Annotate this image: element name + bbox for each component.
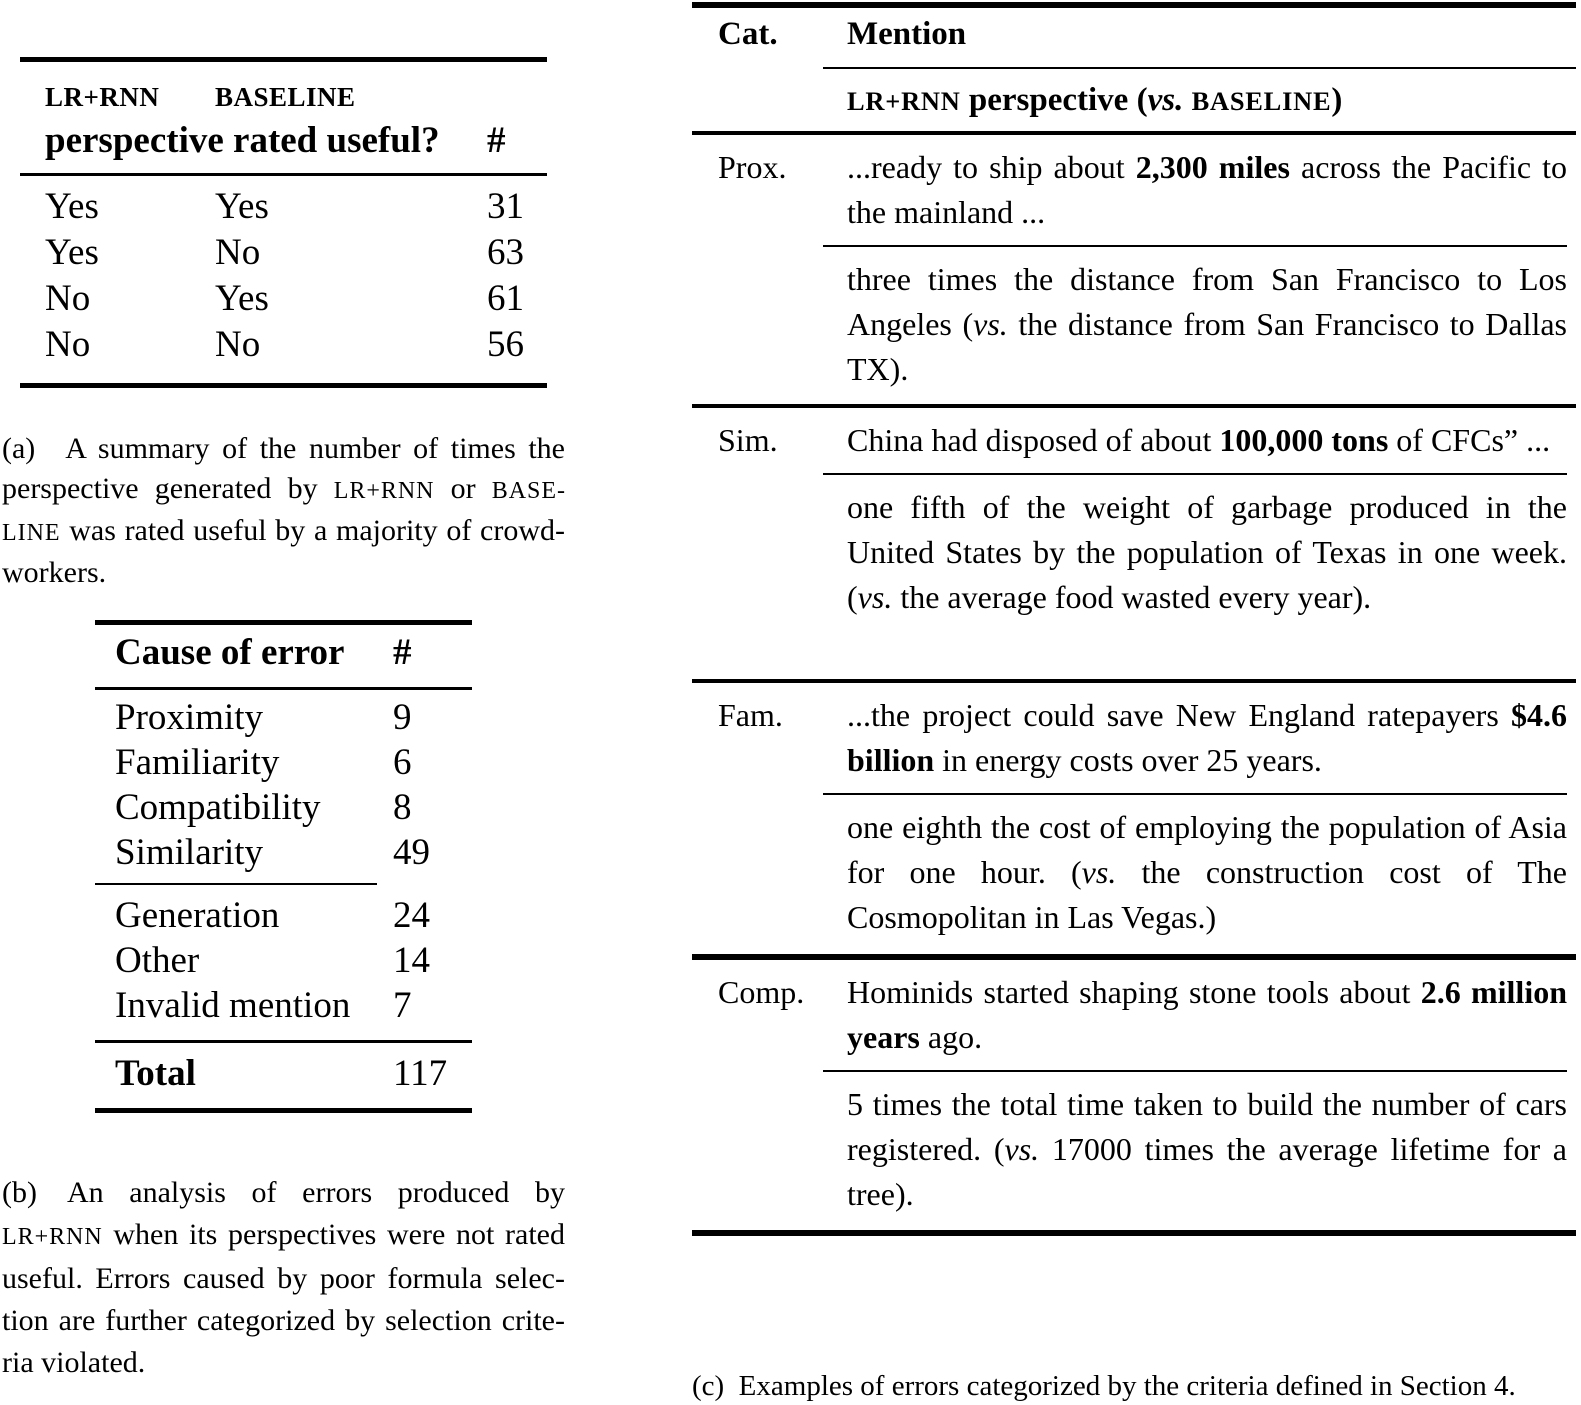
- error-cause: Proximity: [115, 697, 264, 738]
- perspective-subheader: LR+RNN perspective (vs. BASELINE): [847, 82, 1343, 118]
- category-label: Sim.: [718, 422, 778, 458]
- table-b: [95, 620, 472, 1113]
- selection-criteria-group: [95, 690, 472, 883]
- table-c-header: [692, 8, 1576, 57]
- mention-cell: [847, 970, 1567, 1217]
- mention-column-header: Mention: [847, 16, 967, 52]
- table-row: [115, 695, 472, 740]
- count-value: 9: [393, 697, 412, 738]
- mention-text: ...the project could save New England ratepayers $4.6 billion in energy costs over 25 years.: [847, 697, 1567, 778]
- table-row: [45, 230, 547, 276]
- count-value: 31: [487, 186, 524, 227]
- category-label: Fam.: [718, 697, 783, 733]
- table-row-fam: [692, 683, 1576, 940]
- count-value: 6: [393, 742, 412, 783]
- table-row-prox: [692, 135, 1576, 392]
- category-label: Comp.: [718, 974, 805, 1010]
- table-a-header: [20, 62, 547, 173]
- baseline-rating: Yes: [215, 186, 269, 227]
- perspective-text: one eighth the cost of employing the population of Asia for one hour. (vs. the construction cost of The Cosmopolitan in Las Vegas.): [847, 809, 1567, 935]
- table-row-comp: [692, 960, 1576, 1217]
- category-label: Prox.: [718, 149, 787, 185]
- perspective-text: three times the distance from San Francisco to Los Angeles (vs. the distance from San Francisco to Dallas TX).: [847, 261, 1568, 387]
- count-value: 56: [487, 324, 524, 365]
- table-row: [115, 893, 472, 938]
- error-cause: Other: [115, 940, 200, 981]
- count-value: 49: [393, 832, 430, 873]
- lr-rnn-rating: Yes: [45, 232, 99, 273]
- cat-column-header: Cat.: [718, 16, 778, 52]
- total-label: Total: [115, 1053, 196, 1094]
- error-cause: Familiarity: [115, 742, 280, 783]
- table-row: [45, 276, 547, 322]
- count-column-header: #: [487, 120, 506, 161]
- mention-divider-rule: [823, 1070, 1567, 1072]
- table-b-bottom-rule: [95, 1108, 472, 1113]
- table-b-header: [95, 625, 472, 675]
- perspective-text: one fifth of the weight of garbage produced in the United States by the population of Texas in one week. (vs. the average food wasted every year).: [847, 489, 1567, 615]
- caption-b: (b) An analysis of errors produced by LR+RNN when its perspectives were not rated useful. Errors caused by poor formula selection are further categorized by selection criteria violated.: [2, 1176, 565, 1379]
- table-row: [115, 830, 472, 875]
- mention-divider-rule: [823, 245, 1567, 247]
- table-a: [20, 57, 547, 388]
- mention-divider-rule: [823, 793, 1567, 795]
- mention-cell: [847, 693, 1567, 940]
- mention-text: China had disposed of about 100,000 tons of CFCs” ...: [847, 422, 1551, 458]
- perspective-text: 5 times the total time taken to build the number of cars registered. (vs. 17000 times the average lifetime for a tree).: [847, 1086, 1568, 1212]
- lr-rnn-rating: Yes: [45, 186, 99, 227]
- total-value: 117: [393, 1053, 448, 1094]
- total-row: [95, 1043, 472, 1108]
- mention-cell: [847, 145, 1567, 392]
- other-errors-group: [95, 885, 472, 1040]
- cause-column-header: Cause of error: [115, 632, 345, 673]
- error-cause: Generation: [115, 895, 280, 936]
- count-value: 63: [487, 232, 524, 273]
- table-row: [115, 938, 472, 983]
- table-row: [115, 740, 472, 785]
- table-a-bottom-rule: [20, 383, 547, 388]
- lr-rnn-rating: No: [45, 278, 91, 319]
- column-header-baseline: BASELINE: [215, 82, 356, 112]
- baseline-rating: Yes: [215, 278, 269, 319]
- column-header-lr-rnn: LR+RNN: [45, 82, 160, 112]
- table-c-bottom-rule: [692, 1230, 1576, 1236]
- mention-cell: [847, 418, 1567, 620]
- error-cause: Compatibility: [115, 787, 321, 828]
- table-a-body: [20, 176, 547, 383]
- error-cause: Invalid mention: [115, 985, 351, 1026]
- baseline-rating: No: [215, 324, 261, 365]
- count-value: 14: [393, 940, 430, 981]
- count-value: 61: [487, 278, 524, 319]
- question-header: perspective rated useful?: [45, 120, 440, 161]
- table-row: [115, 983, 472, 1028]
- count-value: 24: [393, 895, 430, 936]
- count-column-header: #: [393, 632, 412, 673]
- lr-rnn-rating: No: [45, 324, 91, 365]
- table-row: [45, 184, 547, 230]
- baseline-rating: No: [215, 232, 261, 273]
- count-value: 7: [393, 985, 412, 1026]
- count-value: 8: [393, 787, 412, 828]
- table-row: [45, 322, 547, 368]
- caption-a: (a) A summary of the number of times the perspective generated by LR+RNN or BASELINE was rated useful by a majority of crowd-workers.: [2, 432, 565, 589]
- error-cause: Similarity: [115, 832, 263, 873]
- table-c: [692, 2, 1576, 1236]
- table-row: [115, 785, 472, 830]
- caption-c: (c) Examples of errors categorized by the criteria defined in Section 4.: [692, 1370, 1516, 1402]
- mention-divider-rule: [823, 473, 1567, 475]
- table-row-sim: [692, 408, 1576, 620]
- mention-text: Hominids started shaping stone tools about 2.6 million years ago.: [847, 974, 1568, 1055]
- mention-text: ...ready to ship about 2,300 miles across the Pacific to the mainland ...: [847, 149, 1568, 230]
